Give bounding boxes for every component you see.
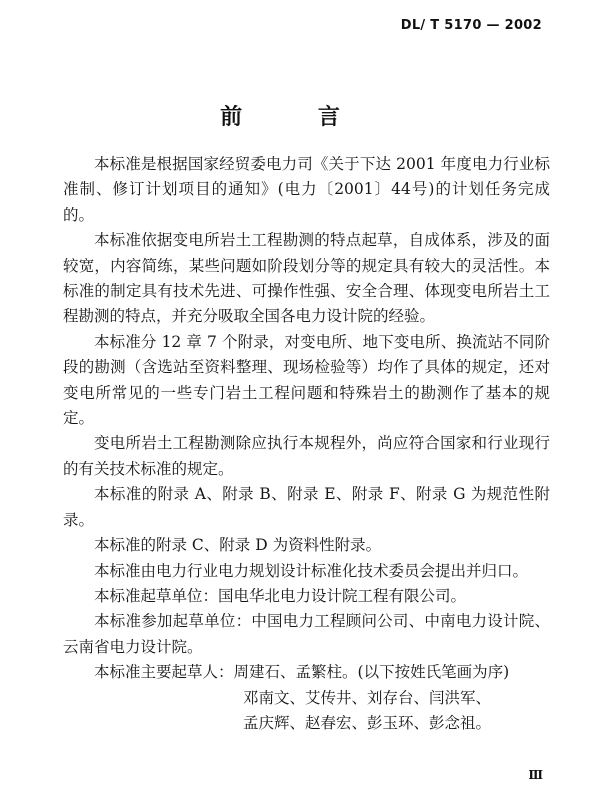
page-number: Ⅲ	[528, 768, 543, 782]
drafters-names-2: 邓南文、艾传井、刘存台、闫洪军、	[243, 688, 492, 707]
paragraph-7: 本标准由电力行业电力规划设计标准化技术委员会提出并归口。	[94, 561, 529, 580]
drafters-names-3: 孟庆辉、赵春宏、彭玉环、彭念祖。	[243, 713, 492, 732]
paragraph-8: 本标准起草单位：国电华北电力设计院工程有限公司。	[94, 586, 467, 605]
drafters-names-1: 周建石、孟繁柱。(以下按姓氏笔画为序)	[233, 663, 510, 682]
page-title: 前 言	[220, 104, 374, 130]
foreword-body	[63, 152, 550, 736]
paragraph-5: 本标准的附录 A、附录 B、附录 E、附录 F、附录 G 为规范性附录。	[63, 485, 550, 529]
drafters-label: 本标准主要起草人：	[94, 663, 234, 682]
paragraph-4: 变电所岩土工程勘测除应执行本规程外，尚应符合国家和行业现行的有关技术标准的规定。	[63, 434, 550, 478]
standard-code: DL/ T 5170 — 2002	[400, 18, 542, 33]
paragraph-3: 本标准分 12 章 7 个附录，对变电所、地下变电所、换流站不同阶段的勘测（含选站至资料整理、现场检验等）均作了具体的规定，还对变电所常见的一些专门岩土工程问题和特殊岩土的勘测作了基本的规定。	[63, 332, 550, 428]
paragraph-1: 本标准是根据国家经贸委电力司《关于下达 2001 年度电力行业标准制、修订计划项目的通知》(电力〔2001〕44号)的计划任务完成的。	[63, 155, 550, 224]
drafters-first-line	[63, 660, 550, 685]
paragraph-6: 本标准的附录 C、附录 D 为资料性附录。	[94, 536, 382, 555]
paragraph-9: 本标准参加起草单位：中国电力工程顾问公司、中南电力设计院、云南省电力设计院。	[63, 612, 550, 656]
paragraph-2: 本标准依据变电所岩土工程勘测的特点起草，自成体系，涉及的面较宽，内容简练，某些问题如阶段划分等的规定具有较大的灵活性。本标准的制定具有技术先进、可操作性强、安全合理、体现变电所岩土工程勘测的特点，并充分吸取全国各电力设计院的经验。	[63, 231, 550, 326]
